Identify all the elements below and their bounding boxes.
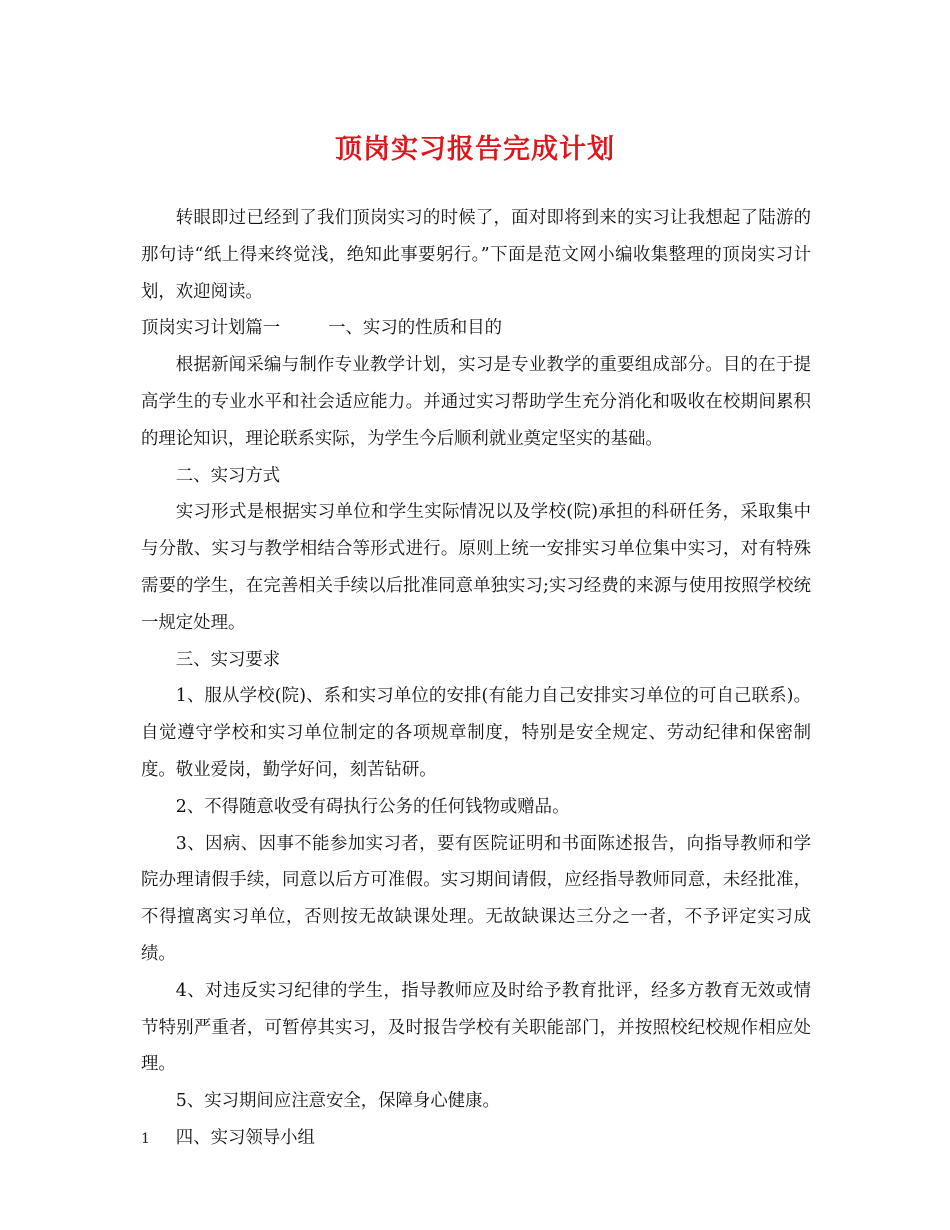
intro-paragraph: 转眼即过已经到了我们顶岗实习的时候了，面对即将到来的实习让我想起了陆游的那句诗“纸上得来终觉浅，绝知此事要躬行。”下面是范文网小编收集整理的顶岗实习计划，欢迎阅读。 <box>141 208 811 302</box>
section-3-heading: 三、实习要求 <box>175 649 281 670</box>
section-1-heading: 一、实习的性质和目的 <box>328 318 503 339</box>
section-1-prefix: 顶岗实习计划篇一 <box>141 318 281 339</box>
section-2-heading: 二、实习方式 <box>175 465 281 486</box>
section-4-heading: 四、实习领导小组 <box>175 1127 315 1148</box>
requirement-1: 1、服从学校(院)、系和实习单位的安排(有能力自己安排实习单位的可自己联系)。自觉遵守学校和实习单位制定的各项规章制度，特别是安全规定、劳动纪律和保密制度。敬业爱岗，勤学好问，刻苦钻研。 <box>141 686 811 780</box>
requirement-5: 5、实习期间应注意安全，保障身心健康。 <box>175 1091 500 1112</box>
method-paragraph: 实习形式是根据实习单位和学生实际情况以及学校(院)承担的科研任务，采取集中与分散、实习与教学相结合等形式进行。原则上统一安排实习单位集中实习，对有特殊需要的学生，在完善相关手续以后批准同意单独实习;实习经费的来源与使用按照学校统一规定处理。 <box>141 502 811 633</box>
section-1-heading-line <box>141 310 811 347</box>
requirement-2: 2、不得随意收受有碍执行公务的任何钱物或赠品。 <box>175 796 570 817</box>
purpose-paragraph: 根据新闻采编与制作专业教学计划，实习是专业教学的重要组成部分。目的在于提高学生的专业水平和社会适应能力。并通过实习帮助学生充分消化和吸收在校期间累积的理论知识，理论联系实际，为学生今后顺利就业奠定坚实的基础。 <box>141 355 811 449</box>
page-number: 1 <box>141 1131 150 1147</box>
requirement-4: 4、对违反实习纪律的学生，指导教师应及时给予教育批评，经多方教育无效或情节特别严重者，可暂停其实习，及时报告学校有关职能部门，并按照校纪校规作相应处理。 <box>141 980 811 1075</box>
requirement-3: 3、因病、因事不能参加实习者，要有医院证明和书面陈述报告，向指导教师和学院办理请假手续，同意以后方可准假。实习期间请假，应经指导教师同意，未经批准，不得擅离实习单位，否则按无故缺课处理。无故缺课达三分之一者，不予评定实习成绩。 <box>141 833 811 964</box>
document-body <box>141 200 811 1157</box>
document-title: 顶岗实习报告完成计划 <box>335 134 615 165</box>
